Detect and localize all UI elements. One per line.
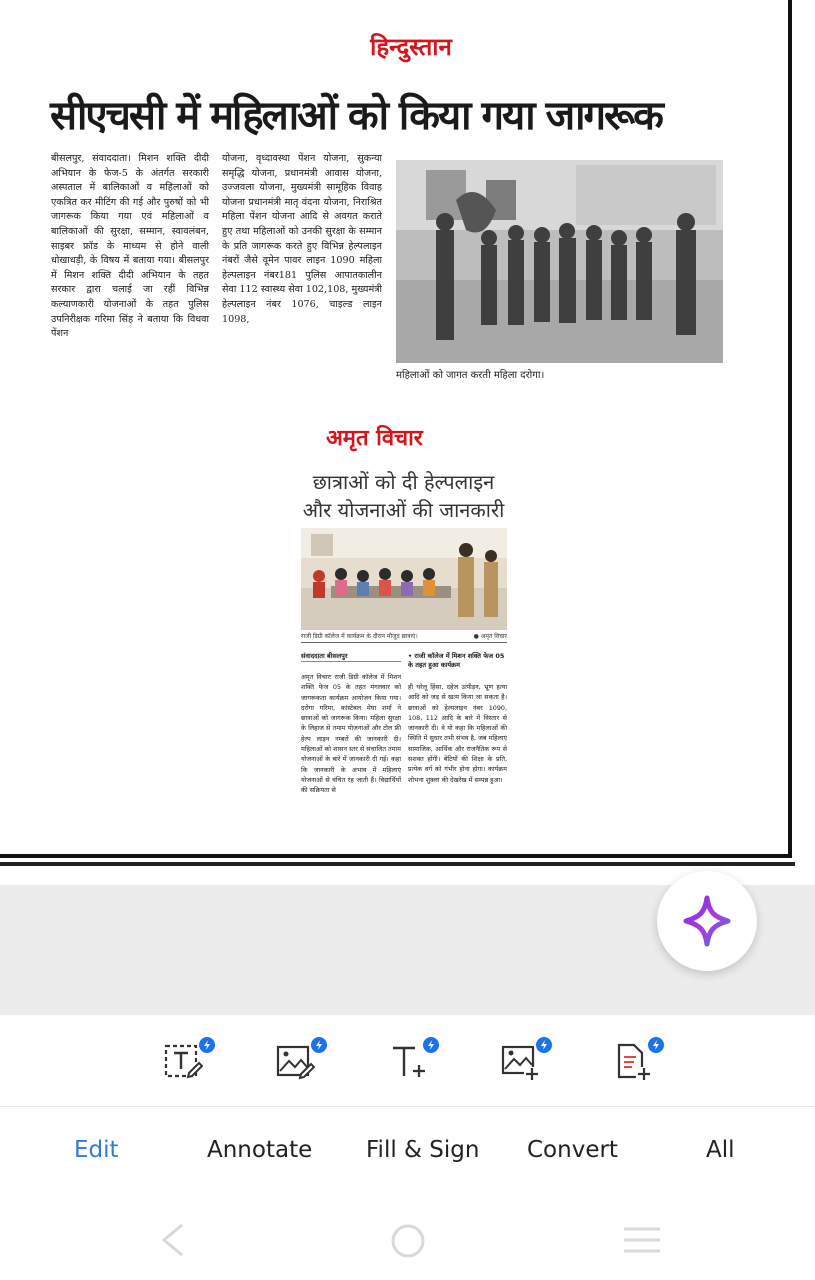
home-button[interactable] [378, 1219, 438, 1259]
byline-divider [301, 661, 401, 662]
headline: सीएचसी में महिलाओं को किया गया जागरूक [50, 93, 662, 139]
recent-apps-button[interactable] [612, 1219, 672, 1259]
bolt-icon [314, 1040, 324, 1050]
masthead-hindustan: हिन्दुस्तान [370, 32, 452, 61]
edit-text-tool[interactable] [153, 1035, 213, 1095]
premium-badge [534, 1035, 554, 1055]
recent-apps-icon [612, 1219, 672, 1259]
article-2-headline-line-2: और योजनाओं की जानकारी [302, 498, 505, 522]
tab-fill-sign[interactable]: Fill & Sign [366, 1137, 480, 1163]
article-2-photo [301, 528, 507, 630]
article-2-headline-line-1: छात्राओं को दी हेल्पलाइन [312, 470, 495, 494]
premium-badge [421, 1035, 441, 1055]
premium-badge [197, 1035, 217, 1055]
bottom-tab-bar [0, 1107, 815, 1197]
tab-annotate[interactable]: Annotate [207, 1137, 313, 1163]
article-1-caption: महिलाओं को जागत करती महिला दरोगा। [396, 370, 545, 381]
tab-edit[interactable]: Edit [74, 1137, 119, 1163]
back-chevron-icon [142, 1219, 202, 1259]
bolt-icon [426, 1040, 436, 1050]
tab-convert[interactable]: Convert [527, 1137, 618, 1163]
article-2-byline: संवाददाता बीसलपुर [301, 652, 348, 660]
article-2-column-2: ही घरेलू हिंसा, दहेज उत्पीड़न, भ्रूण हत्या आदि को जड़ से खत्म किया जा सकता है। छात्राओं को हेल्पलाइन नंबर 1090, 108, 112 आदि के बारे में विस्तार से जानकारी दी। वे यो कहा कि महिलाओं की स्थिति में सुधार तभी संभव है, जब महिलाएं सामाजिक, आर्थिक और राजनैतिक रूप से सशक्त होंगी। बेटियों की शिक्षा के प्रति, प्रत्येक वर्ग को गंभीर होना होगा। कार्यक्रम शोभना शुक्ला की देखरेख में सम्पन्न हुआ। [408, 683, 507, 784]
article-2-divider [301, 642, 507, 643]
bolt-icon [202, 1040, 212, 1050]
article-2-highlight: • राजी कॉलेज में मिशन शक्ति फेज 05 के तहत हुआ कार्यक्रम [408, 652, 505, 669]
page-edge [0, 862, 795, 866]
article-2-column-1: अमृत विचारः राजी डिग्री कॉलेज में मिशन शक्ति फेज 05 के तहत मंगलवार को जागरूकता कार्यक्रम आयोजन किया गया। दरोगा गरिमा, कांस्टेबल मेघा शर्मा ने छात्राओं को जागरूक किया। महिला सुरक्षा के लिहाज से तमाम योजनाओं और टोल फ्री हेल्प लाइन नम्बरों की जानकारी दी। महिलाओं को शासन स्तर से संचालित तमाम योजनाओं के बारे में जानकारी दी गई। कहा कि जानकारी के अभाव में महिलाएं योजनाओं से वंचित रह जाती हैं। विद्यार्थियों की सक्रियता से [301, 673, 401, 795]
premium-badge [309, 1035, 329, 1055]
article-1-column-2: योजना, वृध्दावस्था पेंशन योजना, सुकन्या समृद्धि योजना, प्रधानमंत्री आवास योजना, उज्जवला योजना, मुख्यमंत्री सामूहिक विवाह योजना प्रधानमंत्री मातृ वंदना योजना, निराश्रित महिला पेंशन योजना आदि से अवगत कराते हुए तथा महिलाओं को उनकी सुरक्षा के सम्मान के प्रति जागरूक करते हुए विभिन्न हेल्पलाइन नंबरों जैसे वूमेन पावर लाइन 1090 महिला हेल्पलाइन नंबर181 पुलिस आपातकालीन सेवा 112 स्वास्थ्य सेवा 102,108, मुख्यमंत्री हेल्पलाइन नंबर 1076, चाइल्ड लाइन 1098, [222, 153, 382, 325]
home-circle-icon [378, 1219, 438, 1259]
bolt-icon [539, 1040, 549, 1050]
premium-badge [646, 1035, 666, 1055]
ai-assistant-button[interactable] [657, 871, 757, 971]
add-text-tool[interactable] [377, 1035, 437, 1095]
add-image-tool[interactable] [490, 1035, 550, 1095]
article-2-caption-text: राजी डिग्री कॉलेज में कार्यक्रम के दौरान मौजूद छात्राएं। [301, 633, 418, 640]
masthead-amrit-vichar: अमृत विचार [326, 425, 423, 451]
bolt-icon [651, 1040, 661, 1050]
article-1-photo [396, 160, 723, 363]
sparkle-ai-icon [680, 894, 734, 948]
edit-image-tool[interactable] [265, 1035, 325, 1095]
tab-all[interactable]: All [706, 1137, 735, 1163]
add-page-tool[interactable] [602, 1035, 662, 1095]
edit-toolbar [0, 1015, 815, 1107]
system-navigation-bar [0, 1197, 815, 1280]
back-button[interactable] [142, 1219, 202, 1259]
article-2-caption [301, 632, 507, 640]
article-1-column-1: बीसलपुर, संवाददाता। मिशन शक्ति दीदी अभियान के फेज-5 के अंतर्गत सरकारी अस्पताल में बालिकाओं व महिलाओं को एकत्रित कर मीटिंग की गई और पुरुषों को भी जागरूक किया गया एवं महिलाओं व बालिकाओं की सुरक्षा, सम्मान, स्वावलंबन, साइबर फ्रॉड के माध्यम से होने वाली धोखाधड़ी, के विषय में बताया गया। बीसलपुर में मिशन शक्ति दीदी अभियान के तहत सरकार द्वारा चलाई जा रहीं विभिन्न कल्याणकारी योजनाओं के तहत पुलिस उपनिरीक्षक गरिमा सिंह ने बताया कि विधवा पेंशन [51, 153, 209, 340]
article-2-photo-credit: ● अमृत विचार [473, 633, 507, 640]
